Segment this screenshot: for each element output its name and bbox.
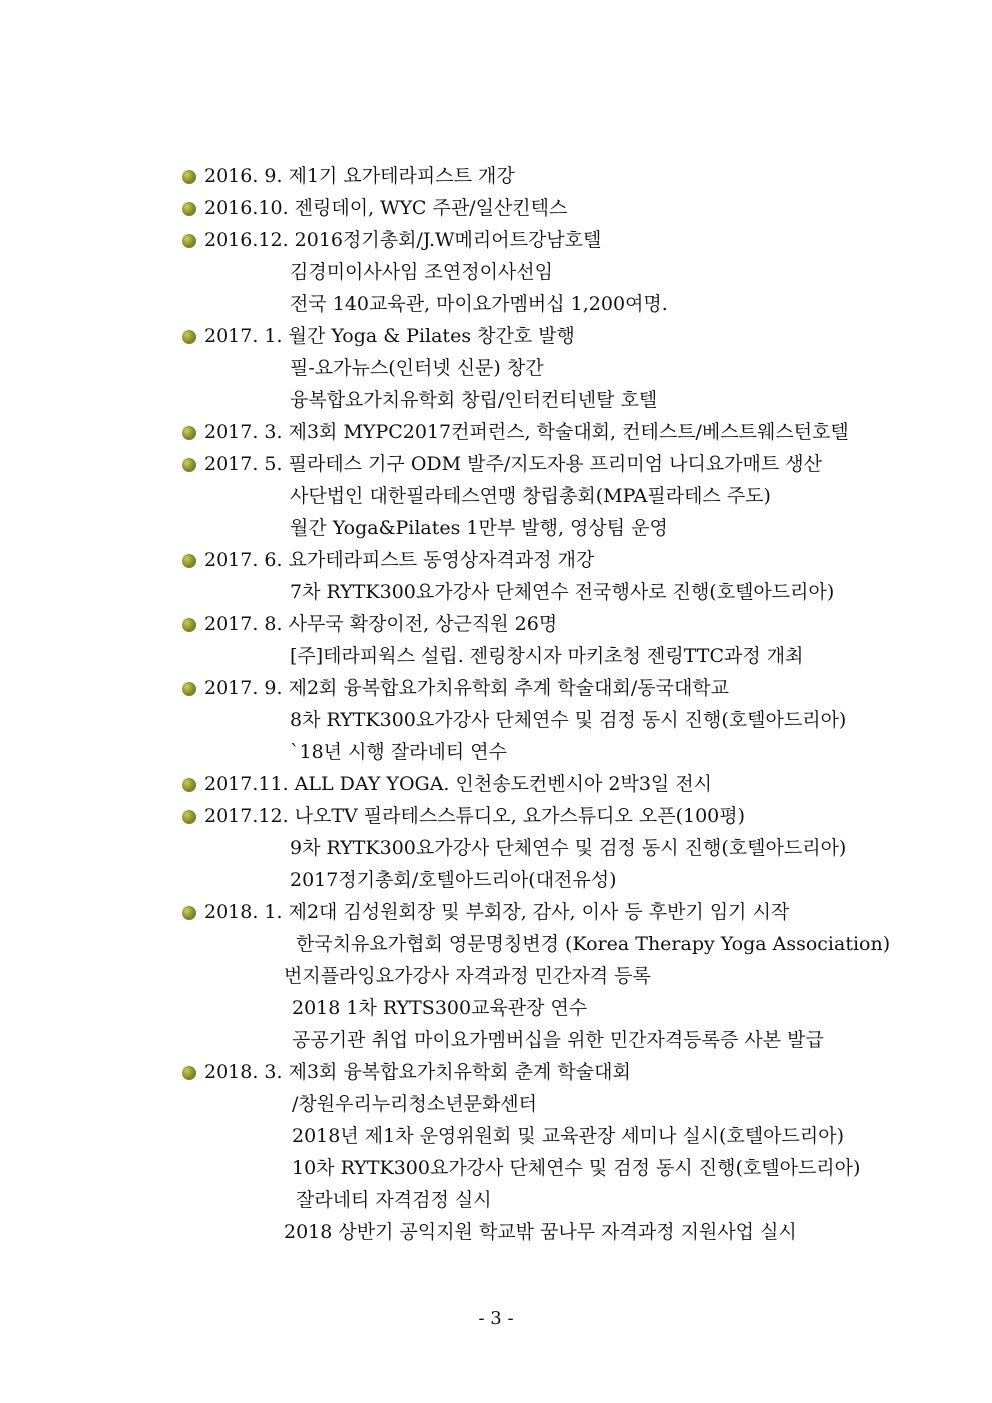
- entry-date: 2016. 9.: [204, 165, 283, 187]
- entry-detail-line: [주]테라피웍스 설립. 젠링창시자 마키초청 젠링TTC과정 개최: [290, 645, 804, 667]
- bullet-icon: [182, 810, 196, 824]
- timeline-entry: [182, 160, 902, 192]
- history-timeline: [182, 160, 902, 1248]
- entry-text: 제3회 MYPC2017컨퍼런스, 학술대회, 컨테스트/베스트웨스턴호텔: [288, 421, 849, 443]
- bullet-icon: [182, 330, 196, 344]
- bullet-icon: [182, 458, 196, 472]
- entry-text: 제2회 융복합요가치유학회 추계 학술대회/동국대학교: [288, 677, 730, 699]
- entry-text: 2016정기총회/J.W메리어트강남호텔: [294, 229, 602, 251]
- entry-date: 2017.11.: [204, 773, 289, 795]
- bullet-icon: [182, 682, 196, 696]
- entry-detail-line: 2018 1차 RYTS300교육관장 연수: [292, 997, 588, 1019]
- timeline-entry: [182, 672, 902, 704]
- entry-date: 2017.12.: [204, 805, 289, 827]
- timeline-entry: [182, 896, 902, 928]
- entry-text: 제3회 융복합요가치유학회 춘계 학술대회: [288, 1061, 631, 1083]
- timeline-entry: [182, 448, 902, 480]
- timeline-entry: [182, 768, 902, 800]
- entry-text: 젠링데이, WYC 주관/일산킨텍스: [294, 197, 568, 219]
- entry-detail-line: 필-요가뉴스(인터넷 신문) 창간: [290, 357, 544, 379]
- entry-detail-line: 번지플라잉요가강사 자격과정 민간자격 등록: [284, 965, 651, 987]
- bullet-icon: [182, 618, 196, 632]
- entry-text: 요가테라피스트 동영상자격과정 개강: [288, 549, 595, 571]
- entry-detail-line: 공공기관 취업 마이요가멤버십을 위한 민간자격등록증 사본 발급: [292, 1029, 824, 1051]
- entry-detail-line: 김경미이사사임 조연정이사선임: [290, 261, 553, 283]
- entry-date: 2017. 3.: [204, 421, 283, 443]
- entry-text: 나오TV 필라테스스튜디오, 요가스튜디오 오픈(100평): [294, 805, 746, 827]
- entry-date: 2018. 1.: [204, 901, 283, 923]
- entry-detail-line: 한국치유요가협회 영문명칭변경 (Korea Therapy Yoga Association): [296, 933, 891, 955]
- entry-date: 2016.10.: [204, 197, 289, 219]
- entry-detail-line: 전국 140교육관, 마이요가멤버십 1,200여명.: [290, 293, 668, 315]
- entry-detail-line: 융복합요가치유학회 창립/인터컨티넨탈 호텔: [290, 389, 658, 411]
- page-number: - 3 -: [478, 1308, 514, 1329]
- entry-date: 2017. 1.: [204, 325, 283, 347]
- entry-date: 2017. 6.: [204, 549, 283, 571]
- bullet-icon: [182, 234, 196, 248]
- timeline-entry: [182, 416, 902, 448]
- entry-detail-line: 2018 상반기 공익지원 학교밖 꿈나무 자격과정 지원사업 실시: [284, 1221, 797, 1243]
- timeline-entry: [182, 800, 902, 832]
- bullet-icon: [182, 202, 196, 216]
- bullet-icon: [182, 554, 196, 568]
- timeline-entry: [182, 1056, 902, 1088]
- timeline-entry: [182, 608, 902, 640]
- entry-detail-line: 2017정기총회/호텔아드리아(대전유성): [290, 869, 617, 891]
- entry-text: 월간 Yoga & Pilates 창간호 발행: [288, 325, 575, 347]
- entry-text: 제1기 요가테라피스트 개강: [288, 165, 515, 187]
- entry-detail-line: /창원우리누리청소년문화센터: [292, 1093, 538, 1115]
- entry-detail-line: 월간 Yoga&Pilates 1만부 발행, 영상팀 운영: [290, 517, 668, 539]
- timeline-entry: [182, 192, 902, 224]
- entry-text: 사무국 확장이전, 상근직원 26명: [288, 613, 558, 635]
- entry-date: 2018. 3.: [204, 1061, 283, 1083]
- entry-date: 2017. 9.: [204, 677, 283, 699]
- bullet-icon: [182, 170, 196, 184]
- entry-detail-line: 잘라네티 자격검정 실시: [296, 1189, 492, 1211]
- entry-date: 2017. 8.: [204, 613, 283, 635]
- entry-detail-line: 7차 RYTK300요가강사 단체연수 전국행사로 진행(호텔아드리아): [290, 581, 835, 603]
- entry-detail-line: 2018년 제1차 운영위원회 및 교육관장 세미나 실시(호텔아드리아): [292, 1125, 845, 1147]
- entry-text: 제2대 김성원회장 및 부회장, 감사, 이사 등 후반기 임기 시작: [288, 901, 790, 923]
- timeline-entry: [182, 544, 902, 576]
- entry-date: 2016.12.: [204, 229, 289, 251]
- entry-date: 2017. 5.: [204, 453, 283, 475]
- bullet-icon: [182, 778, 196, 792]
- bullet-icon: [182, 426, 196, 440]
- entry-text: 필라테스 기구 ODM 발주/지도자용 프리미엄 나디요가매트 생산: [288, 453, 823, 475]
- entry-detail-line: 8차 RYTK300요가강사 단체연수 및 검정 동시 진행(호텔아드리아): [290, 709, 847, 731]
- timeline-entry: [182, 224, 902, 256]
- entry-detail-line: `18년 시행 잘라네티 연수: [290, 741, 507, 763]
- entry-text: ALL DAY YOGA. 인천송도컨벤시아 2박3일 전시: [294, 773, 713, 795]
- entry-detail-line: 사단법인 대한필라테스연맹 창립총회(MPA필라테스 주도): [290, 485, 771, 507]
- bullet-icon: [182, 1066, 196, 1080]
- entry-detail-line: 9차 RYTK300요가강사 단체연수 및 검정 동시 진행(호텔아드리아): [290, 837, 847, 859]
- timeline-entry: [182, 320, 902, 352]
- bullet-icon: [182, 906, 196, 920]
- entry-detail-line: 10차 RYTK300요가강사 단체연수 및 검정 동시 진행(호텔아드리아): [292, 1157, 861, 1179]
